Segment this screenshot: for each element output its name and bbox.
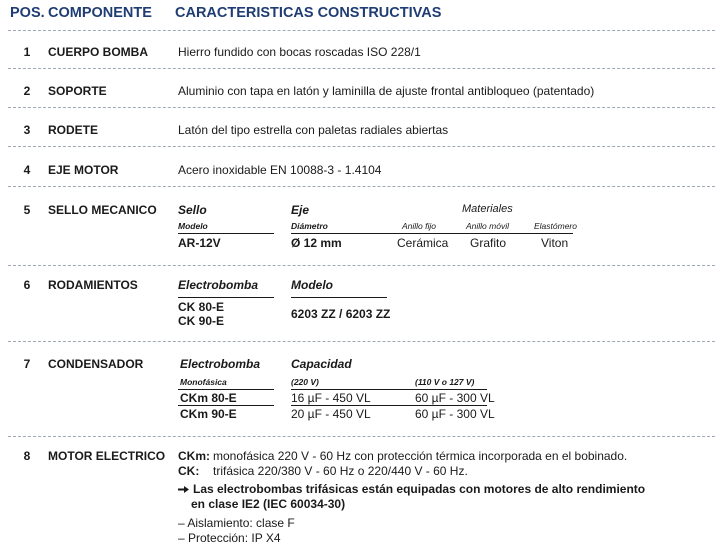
ck-label: CK: — [178, 464, 200, 478]
anillo-fijo-value: Cerámica — [397, 236, 449, 250]
sello-label: Sello — [178, 203, 207, 217]
rodamiento-model: CK 80-E — [178, 300, 225, 314]
row-num: 1 — [23, 45, 31, 59]
row-desc: Hierro fundido con bocas roscadas ISO 228/1 — [178, 45, 421, 59]
header-caracteristicas: CARACTERISTICAS CONSTRUCTIVAS — [175, 5, 442, 21]
underline — [291, 389, 487, 390]
row-num: 6 — [23, 278, 31, 292]
separator — [8, 107, 715, 108]
row-name: EJE MOTOR — [48, 163, 119, 177]
underline — [178, 389, 274, 390]
eje-diametro-value: Ø 12 mm — [291, 236, 342, 250]
row-desc: Latón del tipo estrella con paletas radiales abiertas — [178, 123, 449, 137]
anillo-fijo-label: Anillo fijo — [402, 221, 437, 231]
row-name: RODAMIENTOS — [48, 278, 138, 292]
underline — [178, 405, 274, 406]
motor-note-text1: Las electrobombas trifásicas están equipadas con motores de alto rendimiento — [193, 482, 646, 496]
diametro-label: Diámetro — [291, 221, 328, 231]
underline — [291, 297, 387, 298]
cond-cap220: 16 µF - 450 VL — [291, 391, 371, 405]
underline — [291, 233, 573, 234]
separator — [8, 436, 715, 437]
separator — [8, 265, 715, 266]
modelo-label: Modelo — [178, 221, 208, 231]
row-num: 2 — [23, 84, 31, 98]
ck-text: trifásica 220/380 V - 60 Hz o 220/440 V - 60 Hz. — [213, 464, 468, 478]
separator — [8, 341, 715, 342]
motor-note-line2: en clase IE2 (IEC 60034-30) — [191, 497, 346, 511]
anillo-movil-label: Anillo móvil — [466, 221, 509, 231]
elastomero-value: Viton — [541, 236, 569, 250]
cond-model: CKm 90-E — [180, 407, 237, 421]
materiales-label: Materiales — [462, 203, 513, 215]
row-name: MOTOR ELECTRICO — [48, 449, 166, 463]
underline — [178, 297, 274, 298]
row-name: RODETE — [48, 123, 99, 137]
row-num: 8 — [23, 449, 31, 463]
row-num: 7 — [23, 357, 31, 371]
separator — [8, 30, 715, 31]
header-componente: COMPONENTE — [48, 5, 152, 21]
eje-diametro — [291, 236, 342, 250]
capacidad-label: Capacidad — [291, 357, 352, 371]
motor-note-line1 — [178, 482, 645, 496]
anillo-movil-value: Grafito — [470, 236, 507, 250]
cond-cap110: 60 µF - 300 VL — [415, 391, 495, 405]
row-num: 5 — [23, 203, 31, 217]
row-name: CUERPO BOMBA — [48, 45, 149, 59]
v220-label: (220 V) — [291, 377, 319, 387]
row-desc: Acero inoxidable EN 10088-3 - 1.4104 — [178, 163, 382, 177]
rodamiento-value: 6203 ZZ / 6203 ZZ — [291, 307, 391, 321]
cond-cap110: 60 µF - 300 VL — [415, 407, 495, 421]
ckm-text: monofásica 220 V - 60 Hz con protección térmica incorporada en el bobinado. — [213, 449, 628, 463]
header-pos: POS. — [10, 5, 45, 21]
row-name: CONDENSADOR — [48, 357, 144, 371]
proteccion: – Protección: IP X4 — [178, 531, 281, 545]
row-num: 4 — [23, 163, 31, 177]
electrobomba-label: Electrobomba — [180, 357, 261, 371]
arrow-right-icon — [178, 485, 190, 494]
sello-modelo: AR-12V — [178, 236, 221, 250]
elastomero-label: Elastómero — [534, 221, 577, 231]
rodamiento-model: CK 90-E — [178, 314, 225, 328]
row-desc: Aluminio con tapa en latón y laminilla de ajuste frontal antibloqueo (patentado) — [178, 84, 595, 98]
separator — [8, 68, 715, 69]
underline — [291, 405, 487, 406]
separator — [8, 146, 715, 147]
row-name: SELLO MECANICO — [48, 203, 157, 217]
v110-label: (110 V o 127 V) — [415, 377, 475, 387]
electrobomba-label: Electrobomba — [178, 278, 259, 292]
eje-label: Eje — [291, 203, 310, 217]
separator — [8, 186, 715, 187]
monofasica-label: Monofásica — [180, 377, 227, 387]
cond-cap220: 20 µF - 450 VL — [291, 407, 371, 421]
aislamiento: – Aislamiento: clase F — [178, 516, 295, 530]
row-name: SOPORTE — [48, 84, 107, 98]
row-num: 3 — [23, 123, 31, 137]
cond-model: CKm 80-E — [180, 391, 237, 405]
ckm-label: CKm: — [178, 449, 210, 463]
underline — [178, 233, 274, 234]
modelo-label: Modelo — [291, 278, 333, 292]
